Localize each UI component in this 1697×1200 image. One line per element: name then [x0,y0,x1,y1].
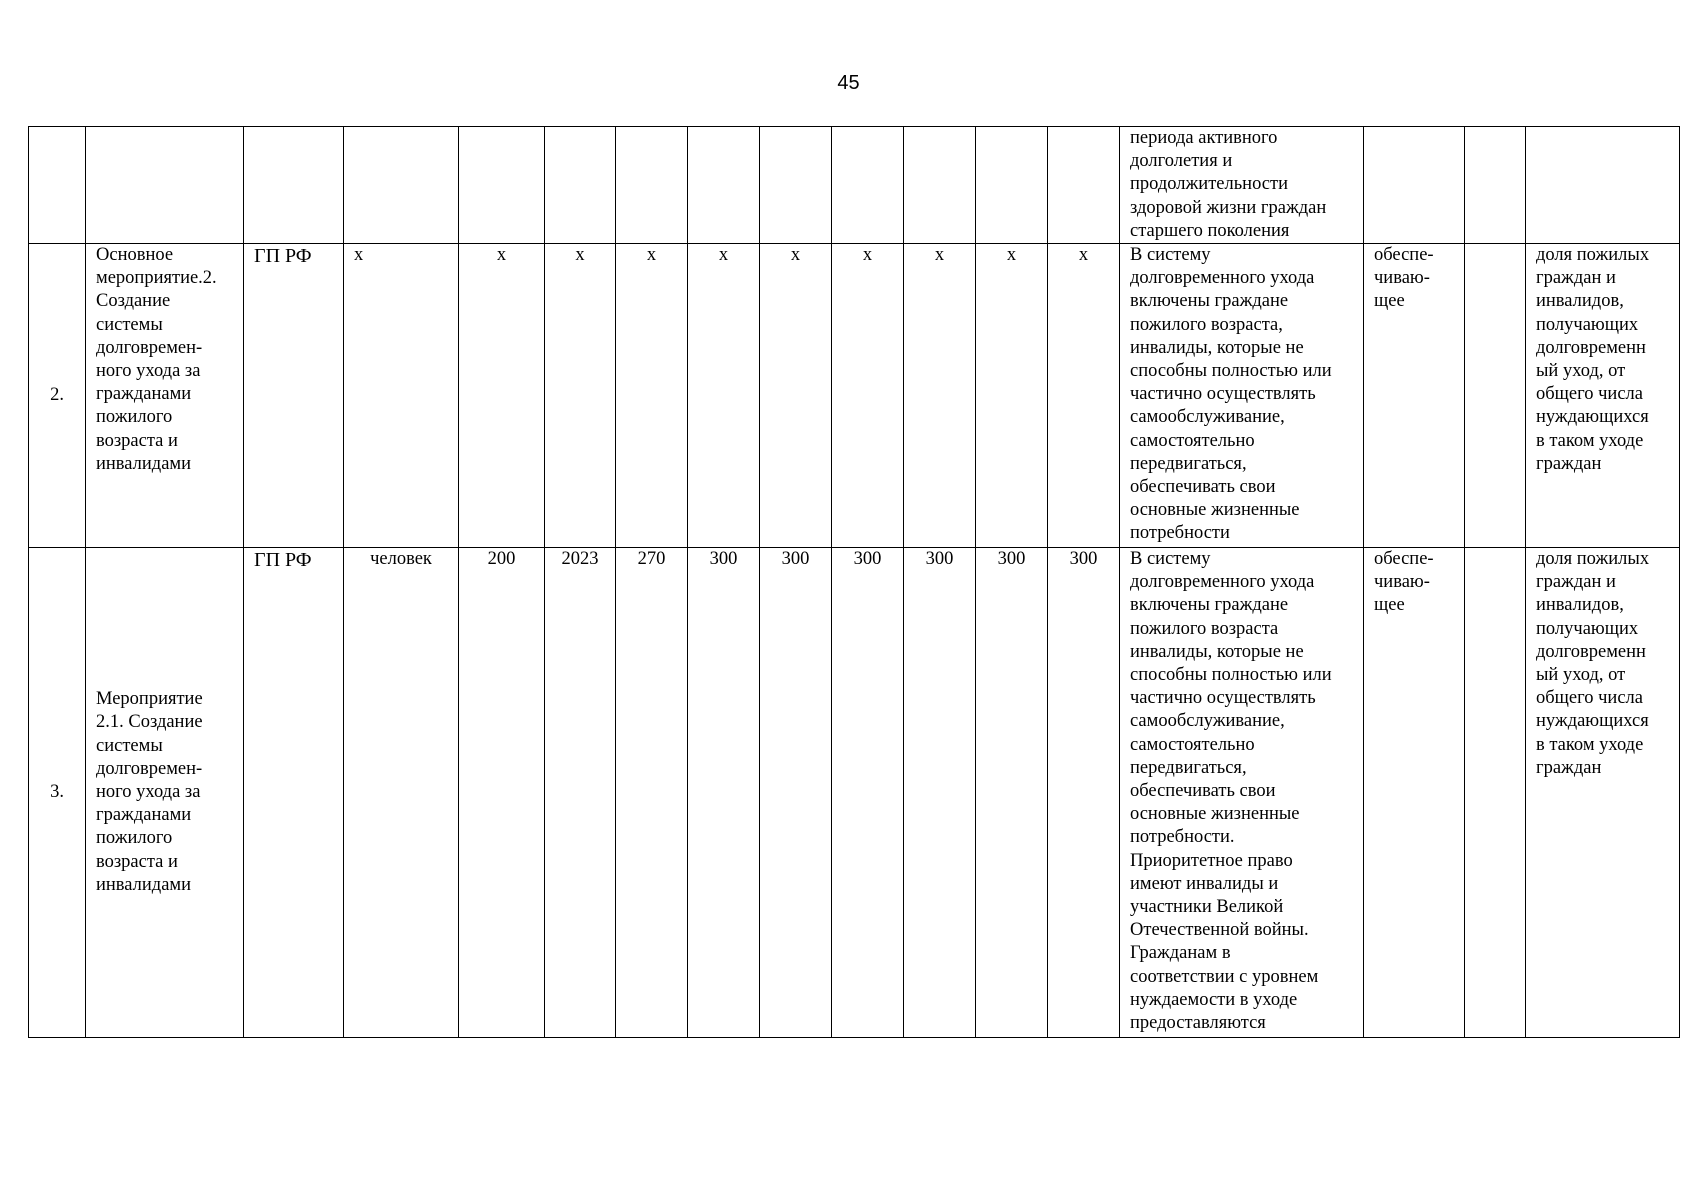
base-value-cell: 200 [459,548,545,1038]
executor-cell [244,244,344,548]
base-year-cell: 2023 [545,548,616,1038]
executor-cell [244,127,344,244]
value-cell: 270 [616,548,688,1038]
value-cell: 300 [688,548,760,1038]
row-number-cell [29,127,86,244]
value-cell: х [976,244,1048,548]
value-cell: 300 [904,548,976,1038]
indicator-cell [1526,127,1680,244]
value-cell: х [760,244,832,548]
row-number-cell: 3. [29,548,86,1038]
measure-name-cell [86,127,244,244]
empty-cell [1465,548,1526,1038]
unit-cell [344,127,459,244]
value-cell: 300 [976,548,1048,1038]
empty-cell [1465,244,1526,548]
value-cell: х [1048,244,1120,548]
program-measures-table [28,126,1680,1038]
base-value-cell [459,127,545,244]
base-year-cell [545,127,616,244]
description-cell: периода активного долголетия и продолжительности здоровой жизни граждан старшего поколения [1120,127,1364,244]
value-cell: 300 [832,548,904,1038]
unit-cell: х [344,244,459,548]
measure-name-cell: Основное мероприятие.2. Создание системы долговремен- ного ухода за гражданами пожилого возраста и инвалидами [86,244,244,548]
executor-text [254,127,333,128]
base-value-cell: х [459,244,545,548]
value-cell [976,127,1048,244]
executor-text: ГП РФ [254,549,312,572]
value-cell: х [688,244,760,548]
indicator-cell: доля пожилых граждан и инвалидов, получающих долговременн ый уход, от общего числа нуждающихся в таком уходе граждан [1526,548,1680,1038]
value-cell [760,127,832,244]
value-cell: х [832,244,904,548]
measure-type-cell [1364,127,1465,244]
executor-cell [244,548,344,1038]
value-cell [616,127,688,244]
indicator-cell: доля пожилых граждан и инвалидов, получающих долговременн ый уход, от общего числа нуждающихся в таком уходе граждан [1526,244,1680,548]
measure-type-cell: обеспе- чиваю- щее [1364,244,1465,548]
executor-text: ГП РФ [254,245,312,268]
table-row [29,244,1680,548]
unit-cell: человек [344,548,459,1038]
table-row [29,127,1680,244]
value-cell: 300 [1048,548,1120,1038]
base-year-cell: х [545,244,616,548]
value-cell [688,127,760,244]
value-cell: х [616,244,688,548]
value-cell [832,127,904,244]
empty-cell [1465,127,1526,244]
description-cell: В систему долговременного ухода включены граждане пожилого возраста инвалиды, которые не способны полностью или частично осуществлять самообслуживание, самостоятельно передвигаться, обеспечивать свои основные жизненные потребности. Приоритетное право имеют инвалиды и участники Великой Отечественной войны. Гражданам в соответствии с уровнем нуждаемости в уходе предоставляются [1120,548,1364,1038]
value-cell [904,127,976,244]
table-row [29,548,1680,1038]
row-number-cell: 2. [29,244,86,548]
value-cell [1048,127,1120,244]
measure-name-cell: Мероприятие 2.1. Создание системы долговремен- ного ухода за гражданами пожилого возраста и инвалидами [86,548,244,1038]
page-number: 45 [837,72,860,94]
value-cell: х [904,244,976,548]
measure-type-cell: обеспе- чиваю- щее [1364,548,1465,1038]
value-cell: 300 [760,548,832,1038]
description-cell: В систему долговременного ухода включены граждане пожилого возраста, инвалиды, которые не способны полностью или частично осуществлять самообслуживание, самостоятельно передвигаться, обеспечивать свои основные жизненные потребности [1120,244,1364,548]
